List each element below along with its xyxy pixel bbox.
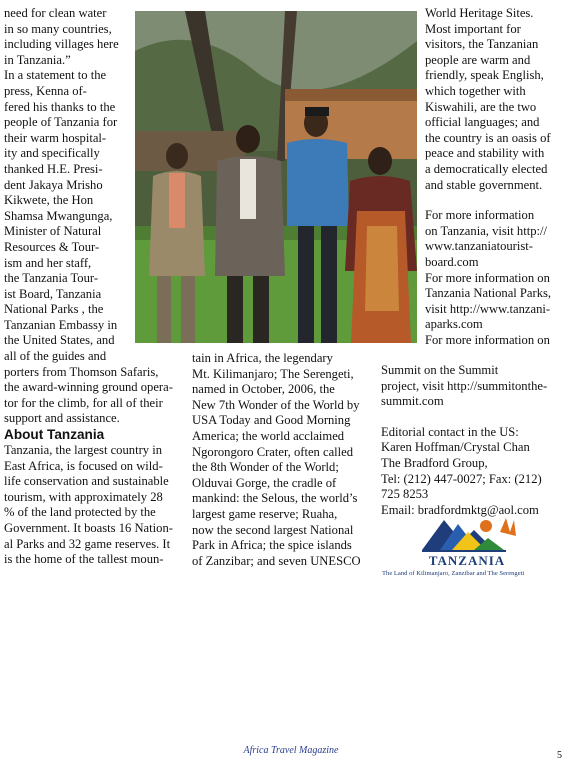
text-line: Park in Africa; the spice islands: [192, 538, 352, 553]
column-3-text: [425, 6, 575, 193]
column-2-text: [192, 351, 377, 569]
text-line: named in October, 2006, the: [192, 382, 335, 397]
text-line: Kiswahili, are the two: [425, 99, 537, 114]
tanzania-logo-mark: [382, 512, 542, 556]
column-1-text-continued: [4, 443, 184, 568]
text-line: in so many countries,: [4, 21, 112, 36]
text-line: al Parks and 32 game reserves. It: [4, 536, 171, 551]
text-line: is the home of the tallest moun-: [4, 552, 164, 567]
text-line: Shamsa Mwangunga,: [4, 208, 113, 223]
section-heading-about-tanzania: About Tanzania: [4, 427, 105, 443]
text-line: people are warm and: [425, 52, 531, 67]
text-line: Tanzanian Embassy in: [4, 317, 118, 332]
text-line: tor for the climb, for all of their: [4, 395, 163, 410]
text-line: Minister of Natural: [4, 224, 102, 239]
text-line: official languages; and: [425, 115, 540, 130]
text-line: New 7th Wonder of the World by: [192, 397, 360, 412]
text-line: their warm hospital-: [4, 130, 107, 145]
text-line: press, Kenna of-: [4, 83, 87, 98]
article-column-3-bottom: [381, 363, 576, 518]
text-line: support and assistance.: [4, 411, 120, 426]
text-line: peace and stability with: [425, 146, 545, 161]
text-line: the award-winning ground opera-: [4, 380, 173, 395]
text-line: largest game reserve; Ruaha,: [192, 506, 338, 521]
text-line: tourism, with approximately 28: [4, 489, 163, 504]
text-line: The Bradford Group,: [381, 455, 488, 470]
text-line: mankind: the Selous, the world’s: [192, 491, 358, 506]
text-line: ism and her staff,: [4, 255, 92, 270]
text-line: Summit on the Summit: [381, 363, 499, 377]
text-line: For more information on: [425, 332, 550, 347]
text-line: all of the guides and: [4, 349, 107, 364]
text-line: aparks.com: [425, 317, 483, 332]
text-line: Tanzania National Parks,: [425, 286, 552, 301]
text-line: board.com: [425, 254, 479, 269]
text-line: Mt. Kilimanjaro; The Serengeti,: [192, 366, 354, 381]
text-line: project, visit http://summitonthe-: [381, 378, 548, 393]
text-line: For more information: [425, 208, 535, 223]
text-line: ity and specifically: [4, 146, 100, 161]
text-line: which together with: [425, 83, 526, 98]
footer-magazine-name: Africa Travel Magazine: [243, 745, 339, 756]
summit-info-text: [381, 363, 576, 410]
text-line: National Parks , the: [4, 302, 104, 317]
text-line: life conservation and sustainable: [4, 474, 169, 489]
page-number: 5: [557, 750, 562, 761]
group-photo: [135, 11, 417, 343]
text-line: fered his thanks to the: [4, 99, 116, 114]
text-line: and stable government.: [425, 177, 543, 192]
logo-wordmark: TANZANIA: [428, 553, 506, 568]
text-line: a democratically elected: [425, 161, 548, 176]
text-line: people of Tanzania for: [4, 115, 118, 130]
text-line: East Africa, is focused on wild-: [4, 458, 163, 473]
text-line: the United States, and: [4, 333, 115, 348]
text-line: Olduvai Gorge, the cradle of: [192, 475, 337, 490]
article-column-2: [192, 351, 377, 569]
text-line: need for clean water: [4, 6, 107, 20]
group-photo-illustration: [135, 11, 417, 343]
text-line: Karen Hoffman/Crystal Chan: [381, 440, 530, 455]
text-line: the 8th Wonder of the World;: [192, 460, 339, 475]
text-line: including villages here: [4, 37, 119, 52]
text-line: Ngorongoro Crater, often called: [192, 444, 354, 459]
text-line: in Tanzania.”: [4, 52, 71, 67]
text-line: the Tanzania Tour-: [4, 271, 99, 286]
text-line: Kikwete, the Hon: [4, 193, 94, 208]
text-line: visit http://www.tanzani-: [425, 301, 551, 316]
text-line: dent Jakaya Mrisho: [4, 177, 103, 192]
logo-tagline: The Land of Kilimanjaro, Zanzibar and The Serengeti: [382, 570, 525, 577]
text-line: summit.com: [381, 394, 444, 409]
text-line: friendly, speak English,: [425, 68, 544, 83]
text-line: Resources & Tour-: [4, 239, 100, 254]
text-line: In a statement to the: [4, 68, 107, 83]
text-line: of Zanzibar; and seven UNESCO: [192, 553, 361, 568]
text-line: Editorial contact in the US:: [381, 424, 519, 439]
text-line: www.tanzaniatourist-: [425, 239, 533, 254]
text-line: tain in Africa, the legendary: [192, 351, 333, 365]
editorial-contact-text: [381, 425, 576, 519]
text-line: USA Today and Good Morning: [192, 413, 351, 428]
text-line: porters from Thomson Safaris,: [4, 364, 159, 379]
text-line: Most important for: [425, 21, 521, 36]
tanzania-logo: [382, 512, 542, 582]
text-line: ist Board, Tanzania: [4, 286, 102, 301]
text-line: on Tanzania, visit http://: [425, 223, 548, 238]
text-line: Tel: (212) 447-0027; Fax: (212): [381, 471, 542, 486]
text-line: World Heritage Sites.: [425, 6, 534, 20]
text-line: thanked H.E. Presi-: [4, 161, 103, 176]
text-line: America; the world acclaimed: [192, 428, 345, 443]
text-line: Government. It boasts 16 Nation-: [4, 521, 173, 535]
text-line: % of the land protected by the: [4, 505, 156, 520]
text-line: Email: bradfordmktg@aol.com: [381, 502, 539, 517]
text-line: the country is an oasis of: [425, 130, 551, 145]
text-line: For more information on: [425, 270, 550, 285]
text-line: 725 8253: [381, 487, 429, 502]
text-line: Tanzania, the largest country in: [4, 443, 162, 458]
more-info-text: [425, 208, 575, 348]
text-line: now the second largest National: [192, 522, 354, 537]
text-line: visitors, the Tanzanian: [425, 37, 539, 52]
article-column-3-top: [425, 6, 575, 348]
